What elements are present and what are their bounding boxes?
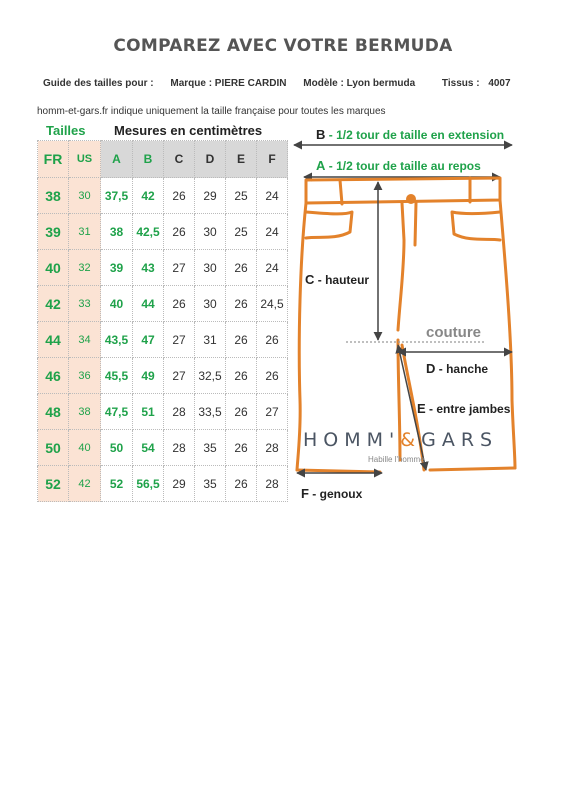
cell-b: 47	[133, 322, 164, 358]
cell-e: 26	[226, 358, 257, 394]
cell-e: 26	[226, 286, 257, 322]
cell-fr: 39	[38, 214, 69, 250]
cell-b: 51	[133, 394, 164, 430]
cell-b: 44	[133, 286, 164, 322]
cell-fr: 50	[38, 430, 69, 466]
label-a: A - 1/2 tour de taille au repos	[316, 158, 481, 173]
cell-us: 36	[69, 358, 101, 394]
fabric-value: 4007	[488, 78, 511, 89]
cell-c: 27	[164, 358, 195, 394]
label-d: D - hanche	[426, 361, 489, 376]
cell-e: 26	[226, 430, 257, 466]
cell-e: 26	[226, 394, 257, 430]
cell-c: 26	[164, 286, 195, 322]
cell-e: 26	[226, 250, 257, 286]
cell-b: 54	[133, 430, 164, 466]
cell-fr: 46	[38, 358, 69, 394]
cell-b: 43	[133, 250, 164, 286]
cell-c: 28	[164, 394, 195, 430]
shorts-outline	[297, 178, 515, 472]
cell-fr: 38	[38, 178, 69, 214]
cell-d: 30	[195, 250, 226, 286]
cell-us: 33	[69, 286, 101, 322]
cell-fr: 48	[38, 394, 69, 430]
cell-f: 26	[257, 358, 288, 394]
cell-d: 35	[195, 466, 226, 502]
brand-logo: HOMM'&GARS	[303, 429, 499, 451]
cell-c: 26	[164, 214, 195, 250]
cell-us: 42	[69, 466, 101, 502]
cell-d: 31	[195, 322, 226, 358]
cell-d: 32,5	[195, 358, 226, 394]
cell-fr: 52	[38, 466, 69, 502]
button-icon	[406, 194, 416, 204]
cell-d: 30	[195, 286, 226, 322]
cell-d: 29	[195, 178, 226, 214]
couture-label: couture	[426, 324, 482, 341]
cell-f: 27	[257, 394, 288, 430]
cell-b: 49	[133, 358, 164, 394]
cell-fr: 40	[38, 250, 69, 286]
col-header-e: E	[226, 141, 257, 178]
cell-fr: 42	[38, 286, 69, 322]
cell-fr: 44	[38, 322, 69, 358]
col-header-d: D	[195, 141, 226, 178]
cell-e: 26	[226, 322, 257, 358]
cell-b: 42	[133, 178, 164, 214]
cell-e: 25	[226, 214, 257, 250]
cell-c: 29	[164, 466, 195, 502]
guide-label: Guide des tailles pour :	[43, 78, 154, 89]
cell-a: 38	[101, 214, 133, 250]
cell-a: 43,5	[101, 322, 133, 358]
cell-f: 24	[257, 214, 288, 250]
brand-label: Marque : PIERE CARDIN	[170, 78, 287, 89]
cell-f: 28	[257, 466, 288, 502]
cell-c: 27	[164, 322, 195, 358]
sizes-heading: Tailles	[46, 123, 86, 138]
cell-d: 33,5	[195, 394, 226, 430]
col-header-c: C	[164, 141, 195, 178]
brand-tagline: Habille l'homme	[368, 455, 425, 464]
cell-c: 27	[164, 250, 195, 286]
label-b: B - 1/2 tour de taille en extension	[316, 127, 505, 142]
cell-b: 42,5	[133, 214, 164, 250]
label-e: E - entre jambes	[417, 401, 511, 416]
label-f: F - genoux	[301, 486, 363, 501]
cell-us: 38	[69, 394, 101, 430]
measures-heading: Mesures en centimètres	[114, 123, 263, 138]
cell-us: 40	[69, 430, 101, 466]
cell-e: 26	[226, 466, 257, 502]
cell-c: 26	[164, 178, 195, 214]
col-header-fr: FR	[38, 141, 69, 178]
cell-c: 28	[164, 430, 195, 466]
cell-a: 50	[101, 430, 133, 466]
cell-f: 26	[257, 322, 288, 358]
cell-a: 37,5	[101, 178, 133, 214]
cell-f: 24,5	[257, 286, 288, 322]
cell-a: 40	[101, 286, 133, 322]
cell-d: 30	[195, 214, 226, 250]
cell-f: 28	[257, 430, 288, 466]
col-header-f: F	[257, 141, 288, 178]
cell-e: 25	[226, 178, 257, 214]
cell-us: 31	[69, 214, 101, 250]
cell-a: 39	[101, 250, 133, 286]
col-header-b: B	[133, 141, 164, 178]
cell-us: 32	[69, 250, 101, 286]
col-header-a: A	[101, 141, 133, 178]
cell-f: 24	[257, 250, 288, 286]
cell-f: 24	[257, 178, 288, 214]
fabric-label: Tissus :	[441, 78, 480, 89]
model-label: Modèle : Lyon bermuda	[303, 78, 416, 89]
cell-a: 52	[101, 466, 133, 502]
cell-d: 35	[195, 430, 226, 466]
page-title: COMPAREZ AVEC VOTRE BERMUDA	[113, 36, 453, 56]
size-note: homm-et-gars.fr indique uniquement la taille française pour toutes les marques	[37, 106, 386, 117]
cell-b: 56,5	[133, 466, 164, 502]
cell-us: 34	[69, 322, 101, 358]
col-header-us: US	[69, 141, 101, 178]
cell-us: 30	[69, 178, 101, 214]
label-c: C - hauteur	[305, 272, 370, 287]
cell-a: 47,5	[101, 394, 133, 430]
cell-a: 45,5	[101, 358, 133, 394]
